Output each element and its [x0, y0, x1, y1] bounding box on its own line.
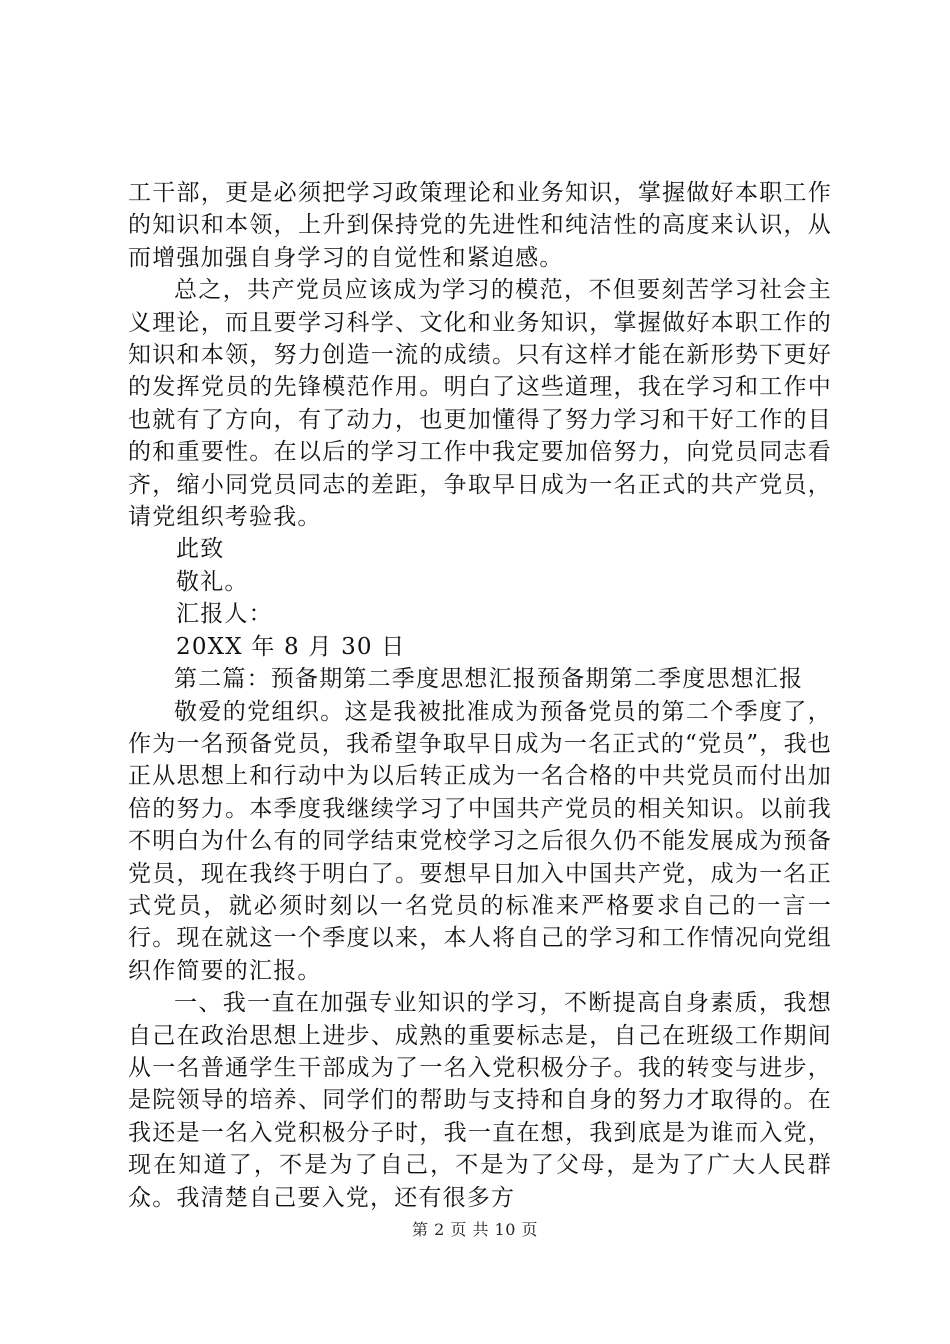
- closing-reporter: 汇报人：: [176, 601, 273, 628]
- section-heading: 第二篇：预备期第二季度思想汇报预备期第二季度思想汇报: [174, 666, 804, 693]
- closing-salutation: 此致: [176, 536, 225, 563]
- closing-date: 20XX 年 8 月 30 日: [176, 633, 406, 660]
- document-body: [128, 177, 832, 1214]
- section-paragraph: 一、我一直在加强专业知识的学习，不断提高自身素质，我想自己在政治思想上进步、成熟的重要标志是，自己在班级工作期间从一名普通学生干部成为了一名入党积极分子。我的转变与进步，是院领导的培养、同学们的帮助与支持和自身的努力才取得的。在我还是一名入党积极分子时，我一直在想，我到底是为谁而入党，现在知道了，不是为了自己，不是为了父母，是为了广大人民群众。我清楚自己要入党，还有很多方: [128, 990, 832, 1211]
- paragraph-summary: 总之，共产党员应该成为学习的模范，不但要刻苦学习社会主义理论，而且要学习科学、文化和业务知识，掌握做好本职工作的知识和本领，努力创造一流的成绩。只有这样才能在新形势下更好的发挥党员的先锋模范作用。明白了这些道理，我在学习和工作中也就有了方向，有了动力，也更加懂得了努力学习和干好工作的目的和重要性。在以后的学习工作中我定要加倍努力，向党员同志看齐，缩小同党员同志的差距，争取早日成为一名正式的共产党员，请党组织考验我。: [128, 277, 832, 531]
- page-number-footer: 第 2 页 共 10 页: [412, 1220, 538, 1239]
- closing-regards: 敬礼。: [176, 568, 249, 595]
- paragraph-continued: 工干部，更是必须把学习政策理论和业务知识，掌握做好本职工作的知识和本领，上升到保持党的先进性和纯洁性的高度来认识，从而增强加强自身学习的自觉性和紧迫感。: [128, 180, 832, 271]
- section-paragraph: 敬爱的党组织。这是我被批准成为预备党员的第二个季度了，作为一名预备党员，我希望争取早日成为一名正式的“党员”，我也正从思想上和行动中为以后转正成为一名合格的中共党员而付出加倍的努力。本季度我继续学习了中国共产党员的相关知识。以前我不明白为什么有的同学结束党校学习之后很久仍不能发展成为预备党员，现在我终于明白了。要想早日加入中国共产党，成为一名正式党员，就必须时刻以一名党员的标准来严格要求自己的一言一行。现在就这一个季度以来，本人将自己的学习和工作情况向党组织作简要的汇报。: [128, 698, 832, 984]
